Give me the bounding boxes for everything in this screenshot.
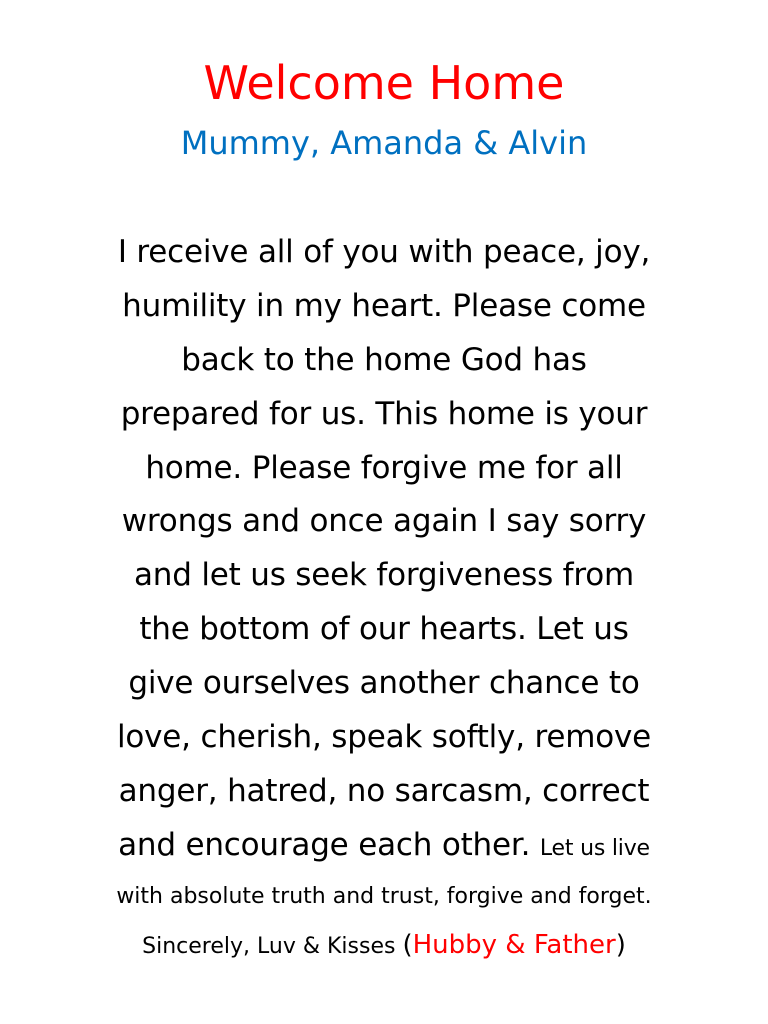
body-line-large-part: and encourage each other. — [118, 826, 531, 863]
body-line: humility in my heart. Please come — [122, 287, 646, 324]
body-line: and let us seek forgiveness from — [133, 557, 635, 594]
body-line: home. Please forgive me for all — [145, 449, 623, 486]
body-line: anger, hatred, no sarcasm, correct — [118, 772, 650, 809]
letter-body — [0, 226, 768, 969]
body-line: wrongs and once again I say sorry — [121, 503, 647, 540]
open-paren: ( — [402, 929, 413, 960]
page-title: Welcome Home — [203, 56, 565, 110]
body-line: give ourselves another chance to — [128, 665, 640, 702]
body-line: back to the home God has — [181, 341, 587, 378]
closing-prefix: Sincerely, Luv & Kisses — [142, 933, 396, 959]
body-line-mixed — [0, 819, 768, 873]
closing-line — [0, 921, 768, 969]
body-line-small-part: Let us live — [539, 835, 650, 861]
signature: Hubby & Father — [412, 929, 616, 960]
body-line: the bottom of our hearts. Let us — [139, 611, 629, 648]
recipients-subtitle: Mummy, Amanda & Alvin — [180, 124, 588, 162]
body-line: love, cherish, speak softly, remove — [116, 719, 652, 756]
body-line-small: with absolute truth and trust, forgive and forget. — [116, 883, 652, 909]
body-line: prepared for us. This home is your — [120, 395, 648, 432]
body-line: I receive all of you with peace, joy, — [117, 234, 651, 270]
close-paren: ) — [615, 929, 626, 960]
